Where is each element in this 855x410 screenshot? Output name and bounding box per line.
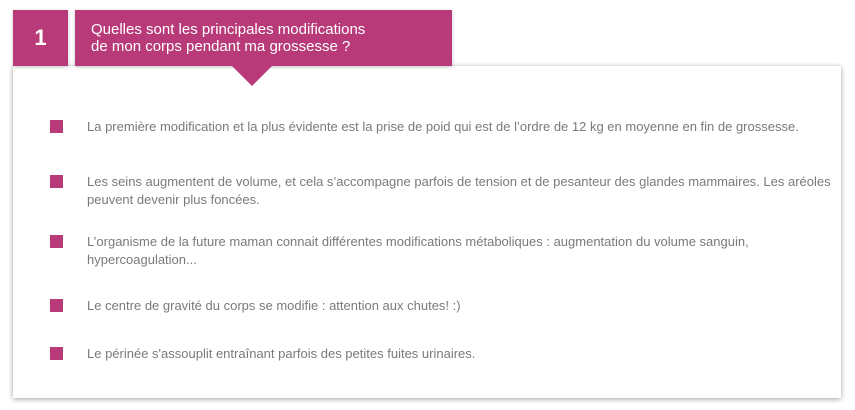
list-item-text: Les seins augmentent de volume, et cela s’accompagne parfois de tension et de pesanteur des glandes mammaires. Les aréoles peuvent devenir plus foncées.: [87, 174, 831, 207]
list-item-text: La première modification et la plus évidente est la prise de poid qui est de l’ordre de 12 kg en moyenne en fin de grossesse.: [87, 119, 799, 134]
square-bullet-icon: [50, 175, 63, 188]
list-item-text: Le périnée s'assouplit entraînant parfois des petites fuites urinaires.: [87, 346, 476, 361]
list-item-text: Le centre de gravité du corps se modifie : attention aux chutes! :): [87, 298, 461, 313]
section-number: 1: [34, 25, 47, 50]
square-bullet-icon: [50, 120, 63, 133]
section-number-badge: [13, 10, 68, 66]
pointer-arrow-icon: [232, 66, 272, 86]
list-item-text: L’organisme de la future maman connait différentes modifications métaboliques : augmentation du volume sanguin, hypercoagulation...: [87, 234, 749, 267]
square-bullet-icon: [50, 347, 63, 360]
section-title-line-2: de mon corps pendant ma grossesse ?: [91, 38, 351, 55]
section-title-line-1: Quelles sont les principales modifications: [91, 21, 366, 38]
square-bullet-icon: [50, 235, 63, 248]
section-title-box: [75, 10, 452, 66]
square-bullet-icon: [50, 299, 63, 312]
section-header: [13, 10, 452, 66]
